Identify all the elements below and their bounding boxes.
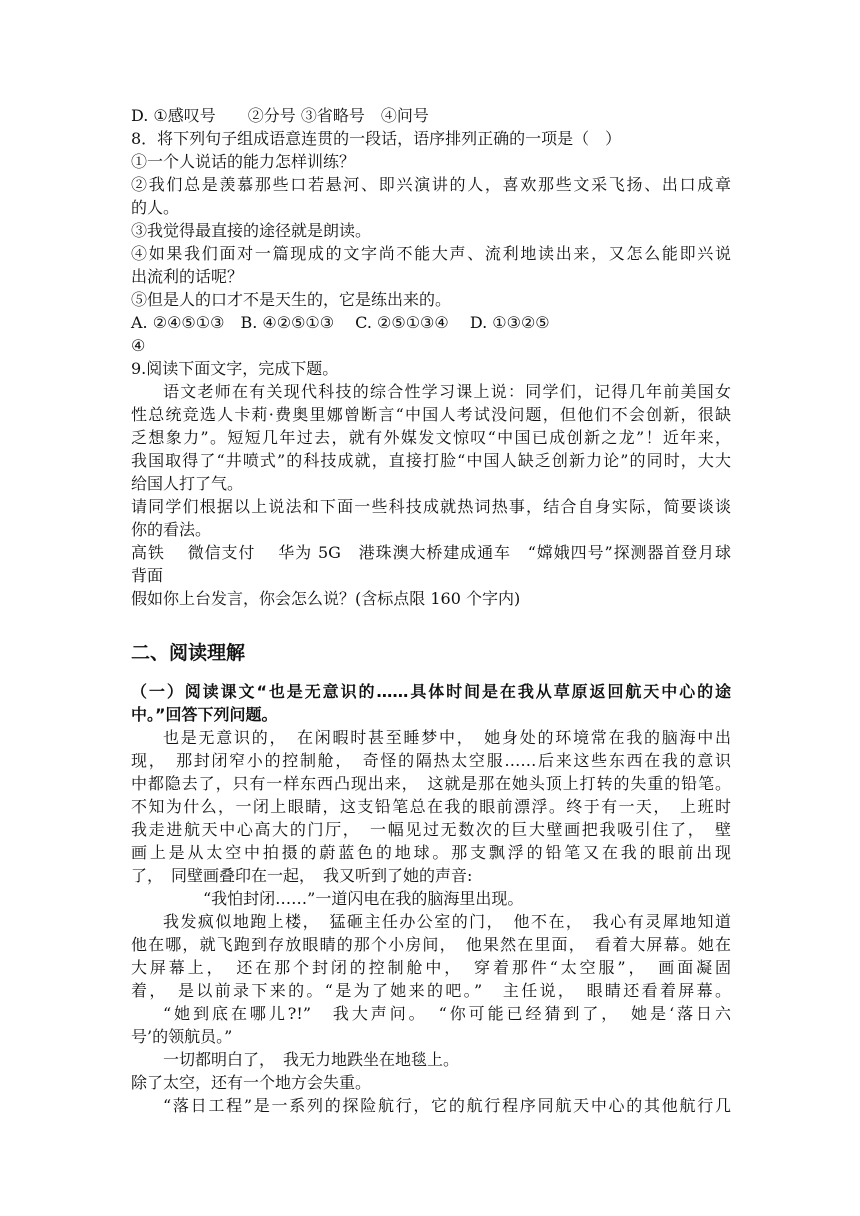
passage-line: 画上是从太空中拍摄的蔚蓝色的地球。那支飘浮的铅笔又在我的眼前出现 — [131, 843, 731, 862]
passage-line: 也是无意识的， 在闲暇时甚至睡梦中， 她身处的环境常在我的脑海中出 — [163, 728, 731, 747]
q7-option-d: D. ①感叹号 ②分号 ③省略号 ④问号 — [131, 106, 429, 125]
q9-paragraph-line-2: 性总统竞选人卡莉·费奥里娜曾断言“中国人考试没问题，但他们不会创新，很缺 — [131, 405, 731, 424]
passage-line: 号’的领航员。” — [131, 1027, 233, 1046]
passage-line: 大屏幕上， 还在那个封闭的控制舱中， 穿着那件“太空服”， 画面凝固 — [131, 958, 731, 977]
q8-sentence-3: ③我觉得最直接的途径就是朗读。 — [131, 221, 372, 240]
q9-task-line-2: 你的看法。 — [131, 520, 212, 539]
q8-sentence-2-line-1: ②我们总是羡慕那些口若悬河、即兴演讲的人，喜欢那些文采飞扬、出口成章 — [131, 175, 731, 194]
passage-line: 除了太空，还有一个地方会失重。 — [131, 1073, 372, 1092]
q8-stem: 8．将下列句子组成语意连贯的一段话，语序排列正确的一项是（ ） — [131, 129, 622, 148]
passage-line: 一切都明白了， 我无力地跌坐在地毯上。 — [163, 1050, 460, 1069]
subsection-heading-line-1: （一）阅读课文“也是无意识的……具体时间是在我从草原返回航天中心的途 — [131, 682, 731, 701]
passage-line: 我发疯似地跑上楼， 猛砸主任办公室的门， 他不在， 我心有灵犀地知道 — [163, 912, 731, 931]
q9-prompt: 假如你上台发言，你会怎么说？(含标点限 160 个字内) — [131, 589, 521, 608]
q8-sentence-4-line-2: 出流利的话呢？ — [131, 267, 244, 286]
q8-options-line-1: A. ②④⑤①③ B. ④②⑤①③ C. ②⑤①③④ D. ①③②⑤ — [131, 313, 550, 332]
q8-sentence-5: ⑤但是人的口才不是天生的，它是练出来的。 — [131, 290, 452, 309]
passage-line: “我怕封闭……”一道闪电在我的脑海里出现。 — [203, 889, 524, 908]
passage-line: 中都隐去了，只有一样东西凸现出来， 这就是那在她头顶上打转的失重的铅笔。 — [131, 774, 731, 793]
passage-line: 不知为什么，一闭上眼睛，这支铅笔总在我的眼前漂浮。终于有一天， 上班时 — [131, 797, 731, 816]
q8-sentence-4-line-1: ④如果我们面对一篇现成的文字尚不能大声、流利地读出来，又怎么能即兴说 — [131, 244, 731, 263]
passage-line: 着， 是以前录下来的。“是为了她来的吧。” 主任说， 眼睛还看着屏幕。 — [131, 981, 731, 1000]
q8-sentence-1: ①一个人说话的能力怎样训练？ — [131, 152, 356, 171]
q9-paragraph-line-4: 我国取得了“井喷式”的科技成就，直接打脸“中国人缺乏创新力论”的同时，大大 — [131, 451, 731, 470]
passage-line: 现， 那封闭窄小的控制舱， 奇怪的隔热太空服……后来这些东西在我的意识 — [131, 751, 731, 770]
q9-paragraph-line-3: 乏想象力”。短短几年过去，就有外媒发文惊叹“中国已成创新之龙”！近年来， — [131, 428, 731, 447]
q9-hot-words-line-1: 高铁 微信支付 华为 5G 港珠澳大桥建成通车 “嫦娥四号”探测器首登月球 — [131, 543, 731, 562]
passage-line: 了， 同壁画叠印在一起， 我又听到了她的声音: — [131, 866, 473, 885]
section-heading-reading: 二、阅读理解 — [131, 642, 246, 664]
reading-passage — [131, 726, 731, 1117]
subsection-heading-line-2: 中。”回答下列问题。 — [131, 705, 278, 724]
q9-task-line-1: 请同学们根据以上说法和下面一些科技成就热词热事，结合自身实际，简要谈谈 — [131, 497, 731, 516]
question-9 — [131, 357, 731, 610]
q9-hot-words-line-2: 背面 — [131, 566, 164, 585]
passage-line: “落日工程”是一系列的探险航行，它的航行程序同航天中心的其他航行几 — [163, 1096, 731, 1115]
passage-line: “她到底在哪儿?!” 我大声问。 “你可能已经猜到了， 她是‘落日六 — [163, 1004, 731, 1023]
q8-sentence-2-line-2: 的人。 — [131, 198, 180, 217]
q9-stem: 9.阅读下面文字，完成下题。 — [131, 359, 339, 378]
passage-line: 他在哪，就飞跑到存放眼睛的那个小房间， 他果然在里面， 看着大屏幕。她在 — [131, 935, 731, 954]
question-8 — [131, 127, 731, 357]
q9-paragraph-line-1: 语文老师在有关现代科技的综合性学习课上说：同学们，记得几年前美国女 — [163, 382, 731, 401]
q8-options-line-2: ④ — [131, 336, 146, 355]
passage-line: 我走进航天中心高大的门厅， 一幅见过无数次的巨大壁画把我吸引住了， 壁 — [131, 820, 731, 839]
q9-paragraph-line-5: 给国人打了气。 — [131, 474, 244, 493]
document-body — [131, 104, 731, 1117]
